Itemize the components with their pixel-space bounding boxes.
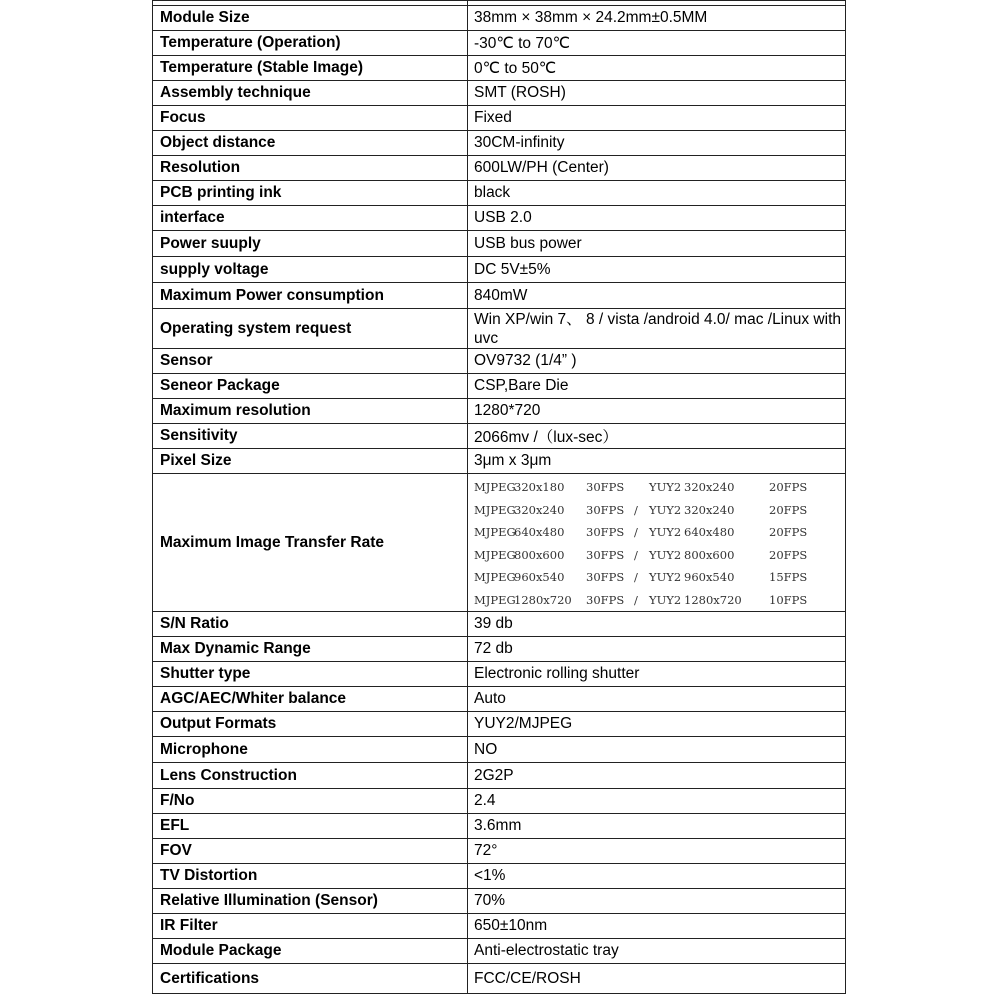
resolution: 1280x720 bbox=[684, 592, 742, 607]
spec-label: Assembly technique bbox=[153, 81, 468, 105]
spec-value: Fixed bbox=[468, 106, 846, 130]
spec-value: 3μm x 3μm bbox=[468, 449, 846, 473]
spec-value: 1280*720 bbox=[468, 399, 846, 423]
spec-label: Sensor bbox=[153, 349, 468, 373]
spec-value: CSP,Bare Die bbox=[468, 374, 846, 398]
spec-value: -30℃ to 70℃ bbox=[468, 31, 846, 55]
spec-value: SMT (ROSH) bbox=[468, 81, 846, 105]
transfer-rate-line bbox=[474, 544, 845, 567]
spec-value: 39 db bbox=[468, 612, 846, 636]
resolution: 320x240 bbox=[684, 502, 735, 517]
table-row bbox=[153, 712, 846, 737]
resolution: 800x600 bbox=[514, 547, 565, 562]
spec-label: Maximum Power consumption bbox=[153, 283, 468, 308]
table-row bbox=[153, 81, 846, 106]
spec-value: 2G2P bbox=[468, 763, 846, 788]
spec-label: Maximum resolution bbox=[153, 399, 468, 423]
spec-label: PCB printing ink bbox=[153, 181, 468, 205]
format: MJPEG bbox=[474, 525, 516, 539]
spec-label: TV Distortion bbox=[153, 864, 468, 888]
fps: 30FPS bbox=[586, 525, 625, 539]
table-row bbox=[153, 964, 846, 994]
table-row bbox=[153, 637, 846, 662]
fps: 30FPS bbox=[586, 547, 625, 562]
table-row bbox=[153, 424, 846, 449]
spec-value: USB 2.0 bbox=[468, 206, 846, 230]
spec-label: Lens Construction bbox=[153, 763, 468, 788]
table-row bbox=[153, 231, 846, 257]
spec-label: Temperature (Operation) bbox=[153, 31, 468, 55]
spec-value: 840mW bbox=[468, 283, 846, 308]
table-row bbox=[153, 283, 846, 309]
spec-value: 2066mv /（lux-sec） bbox=[468, 424, 846, 448]
table-row bbox=[153, 763, 846, 789]
transfer-rate-line bbox=[474, 499, 845, 522]
resolution: 640x480 bbox=[684, 525, 735, 539]
table-row bbox=[153, 687, 846, 712]
spec-value: 30CM-infinity bbox=[468, 131, 846, 155]
fps: 20FPS bbox=[769, 480, 808, 494]
transfer-rate-line bbox=[474, 476, 845, 499]
spec-label: Seneor Package bbox=[153, 374, 468, 398]
fps: 10FPS bbox=[769, 592, 808, 607]
spec-label: Sensitivity bbox=[153, 424, 468, 448]
spec-label: Module Size bbox=[153, 6, 468, 30]
spec-label: Output Formats bbox=[153, 712, 468, 736]
format: MJPEG bbox=[474, 547, 516, 562]
spec-label: Resolution bbox=[153, 156, 468, 180]
table-row bbox=[153, 156, 846, 181]
spec-label: Module Package bbox=[153, 939, 468, 963]
table-row bbox=[153, 789, 846, 814]
spec-value: USB bus power bbox=[468, 231, 846, 256]
table-row bbox=[153, 864, 846, 889]
fps: 15FPS bbox=[769, 570, 808, 584]
table-row bbox=[153, 206, 846, 231]
fps: 20FPS bbox=[769, 547, 808, 562]
spec-value: Win XP/win 7、 8 / vista /android 4.0/ mac /Linux with uvc bbox=[468, 309, 846, 348]
spec-value: Electronic rolling shutter bbox=[468, 662, 846, 686]
spec-value: Anti-electrostatic tray bbox=[468, 939, 846, 963]
spec-label: F/No bbox=[153, 789, 468, 813]
resolution: 320x180 bbox=[514, 480, 565, 494]
table-row bbox=[153, 737, 846, 763]
separator: / bbox=[634, 570, 638, 584]
format: YUY2 bbox=[649, 570, 682, 584]
spec-value: 72° bbox=[468, 839, 846, 863]
spec-label: Power suuply bbox=[153, 231, 468, 256]
spec-label: Relative Illumination (Sensor) bbox=[153, 889, 468, 913]
table-row bbox=[153, 399, 846, 424]
spec-value: YUY2/MJPEG bbox=[468, 712, 846, 736]
table-row bbox=[153, 309, 846, 349]
table-row bbox=[153, 914, 846, 939]
spec-table bbox=[152, 0, 846, 994]
table-row bbox=[153, 257, 846, 283]
resolution: 640x480 bbox=[514, 525, 565, 539]
fps: 20FPS bbox=[769, 525, 808, 539]
resolution: 960x540 bbox=[684, 570, 735, 584]
spec-label: Object distance bbox=[153, 131, 468, 155]
fps: 30FPS bbox=[586, 480, 625, 494]
resolution: 800x600 bbox=[684, 547, 735, 562]
spec-label: AGC/AEC/Whiter balance bbox=[153, 687, 468, 711]
spec-value: NO bbox=[468, 737, 846, 762]
spec-label: Microphone bbox=[153, 737, 468, 762]
spec-label bbox=[153, 1, 468, 5]
spec-value: 38mm × 38mm × 24.2mm±0.5MM bbox=[468, 6, 846, 30]
spec-value: FCC/CE/ROSH bbox=[468, 964, 846, 993]
format: YUY2 bbox=[649, 592, 682, 607]
spec-value: 650±10nm bbox=[468, 914, 846, 938]
table-row bbox=[153, 56, 846, 81]
transfer-rate-line bbox=[474, 566, 845, 589]
table-row bbox=[153, 839, 846, 864]
table-row bbox=[153, 106, 846, 131]
spec-value: 0℃ to 50℃ bbox=[468, 56, 846, 80]
fps: 30FPS bbox=[586, 592, 625, 607]
spec-label: EFL bbox=[153, 814, 468, 838]
spec-label: Maximum Image Transfer Rate bbox=[153, 474, 468, 611]
spec-value: 72 db bbox=[468, 637, 846, 661]
separator: / bbox=[634, 592, 638, 607]
table-row bbox=[153, 374, 846, 399]
resolution: 960x540 bbox=[514, 570, 565, 584]
table-row bbox=[153, 31, 846, 56]
spec-value: 3.6mm bbox=[468, 814, 846, 838]
separator: / bbox=[634, 547, 638, 562]
spec-value: black bbox=[468, 181, 846, 205]
table-row bbox=[153, 6, 846, 31]
table-row bbox=[153, 181, 846, 206]
spec-label: Operating system request bbox=[153, 309, 468, 348]
format: MJPEG bbox=[474, 570, 516, 584]
spec-value: 70% bbox=[468, 889, 846, 913]
table-row bbox=[153, 662, 846, 687]
spec-value: OV9732 (1/4” ) bbox=[468, 349, 846, 373]
table-row-transfer-rate bbox=[153, 474, 846, 612]
spec-value: 600LW/PH (Center) bbox=[468, 156, 846, 180]
format: YUY2 bbox=[649, 547, 682, 562]
table-row bbox=[153, 131, 846, 156]
table-row bbox=[153, 449, 846, 474]
spec-label: Temperature (Stable Image) bbox=[153, 56, 468, 80]
spec-label: supply voltage bbox=[153, 257, 468, 282]
spec-label: interface bbox=[153, 206, 468, 230]
spec-label: IR Filter bbox=[153, 914, 468, 938]
table-row bbox=[153, 612, 846, 637]
format: YUY2 bbox=[649, 480, 682, 494]
table-row bbox=[153, 349, 846, 374]
transfer-rate-list bbox=[468, 474, 846, 611]
spec-value: Auto bbox=[468, 687, 846, 711]
table-row bbox=[153, 889, 846, 914]
format: MJPEG bbox=[474, 480, 516, 494]
separator: / bbox=[634, 525, 638, 539]
spec-label: Max Dynamic Range bbox=[153, 637, 468, 661]
transfer-rate-line bbox=[474, 589, 845, 612]
fps: 20FPS bbox=[769, 502, 808, 517]
spec-value: DC 5V±5% bbox=[468, 257, 846, 282]
format: YUY2 bbox=[649, 525, 682, 539]
format: MJPEG bbox=[474, 502, 516, 517]
table-row bbox=[153, 814, 846, 839]
spec-label: Certifications bbox=[153, 964, 468, 993]
spec-label: Focus bbox=[153, 106, 468, 130]
resolution: 1280x720 bbox=[514, 592, 572, 607]
format: YUY2 bbox=[649, 502, 682, 517]
resolution: 320x240 bbox=[684, 480, 735, 494]
format: MJPEG bbox=[474, 592, 516, 607]
spec-label: FOV bbox=[153, 839, 468, 863]
resolution: 320x240 bbox=[514, 502, 565, 517]
spec-label: Shutter type bbox=[153, 662, 468, 686]
separator: / bbox=[634, 502, 638, 517]
spec-value: <1% bbox=[468, 864, 846, 888]
spec-label: S/N Ratio bbox=[153, 612, 468, 636]
transfer-rate-line bbox=[474, 521, 845, 544]
fps: 30FPS bbox=[586, 502, 625, 517]
spec-value: 2.4 bbox=[468, 789, 846, 813]
table-row bbox=[153, 939, 846, 964]
spec-label: Pixel Size bbox=[153, 449, 468, 473]
spec-value bbox=[468, 1, 846, 5]
fps: 30FPS bbox=[586, 570, 625, 584]
